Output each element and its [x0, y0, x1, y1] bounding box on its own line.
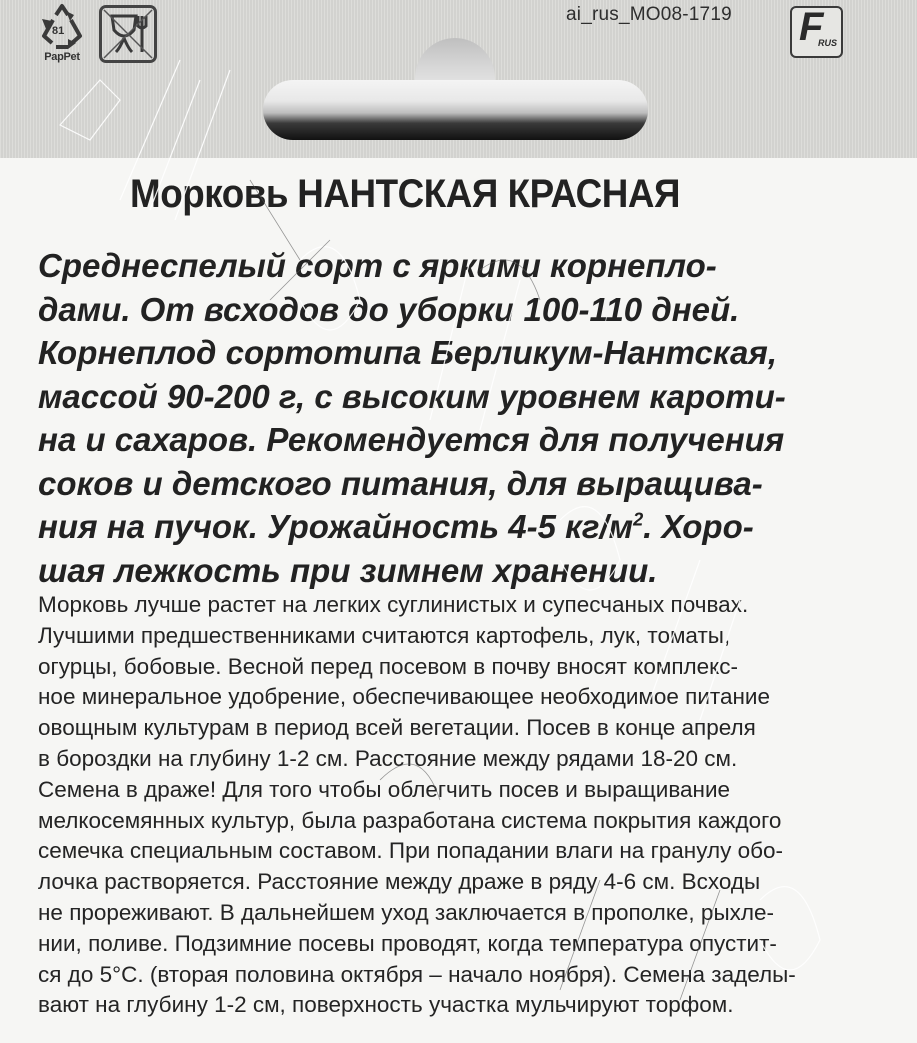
recycle-symbol	[36, 3, 88, 65]
intro-description	[38, 244, 890, 592]
crop-name: Морковь	[130, 172, 289, 216]
certification-letter: F	[799, 5, 824, 49]
intro-line: Корнеплод сортотипа Берликум-Нантская,	[38, 334, 777, 371]
body-line: Морковь лучше растет на легких суглинистых и супесчаных почвах.	[38, 592, 749, 617]
growing-instructions	[38, 590, 876, 1021]
superscript: 2	[633, 509, 644, 530]
body-line: овощным культурам в период всей вегетации. Посев в конце апреля	[38, 715, 756, 741]
body-line: не прореживают. В дальнейшем уход заключается в прополке, рыхле-	[38, 899, 774, 925]
body-line: Семена в драже! Для того чтобы облегчить посев и выращивание	[38, 776, 731, 802]
body-line: ное минеральное удобрение, обеспечивающее необходимое питание	[38, 684, 770, 710]
intro-line: дами. От всходов до уборки 100-110 дней.	[38, 290, 740, 328]
hang-hole	[263, 80, 648, 140]
recycle-code: 81	[52, 25, 65, 37]
body-line: в бороздки на глубину 1-2 см. Расстояние между рядами 18-20 см.	[38, 745, 738, 771]
variety-name: НАНТСКАЯ КРАСНАЯ	[297, 172, 681, 216]
intro-line: соков и детского питания, для выращива-	[38, 464, 763, 502]
body-line: огурцы, бобовые. Весной перед посевом в почву вносят комплекс-	[38, 653, 738, 679]
body-line: ся до 5°С. (вторая половина октября – начало ноября). Семена заделы-	[38, 961, 796, 987]
intro-line: массой 90-200 г, с высоким уровнем кароти-	[38, 377, 786, 415]
body-line: семечка специальным составом. При попадании влаги на гранулу обо-	[38, 838, 784, 864]
intro-line: Среднеспелый сорт с яркими корнепло-	[38, 247, 717, 284]
body-line: вают на глубину 1-2 см, поверхность участка мульчируют торфом.	[38, 992, 734, 1018]
intro-line: на и сахаров. Рекомендуется для получения	[38, 421, 785, 458]
recycle-label: PapPet	[44, 51, 80, 63]
body-line: лочка растворяется. Расстояние между драже в ряду 4-6 см. Всходы	[38, 869, 761, 895]
intro-line: шая лежкость при зимнем хранении.	[38, 551, 658, 589]
body-line: Лучшими предшественниками считаются картофель, лук, томаты,	[38, 622, 731, 648]
yield-tail: . Хоро-	[643, 508, 754, 545]
body-line: нии, поливе. Подзимние посевы проводят, когда температура опустит-	[38, 930, 777, 956]
intro-line-yield	[38, 505, 890, 549]
article-code: ai_rus_MO08-1719	[566, 4, 732, 25]
certification-mark	[790, 6, 843, 58]
body-line: мелкосемянных культур, была разработана система покрытия каждого	[38, 807, 782, 833]
yield-text: ния на пучок. Урожайность 4-5 кг/м	[38, 508, 634, 545]
certification-sub: RUS	[818, 38, 838, 48]
product-title	[130, 172, 774, 217]
glass-fork-crossed-icon	[102, 8, 154, 60]
not-for-food-symbol	[99, 5, 157, 63]
